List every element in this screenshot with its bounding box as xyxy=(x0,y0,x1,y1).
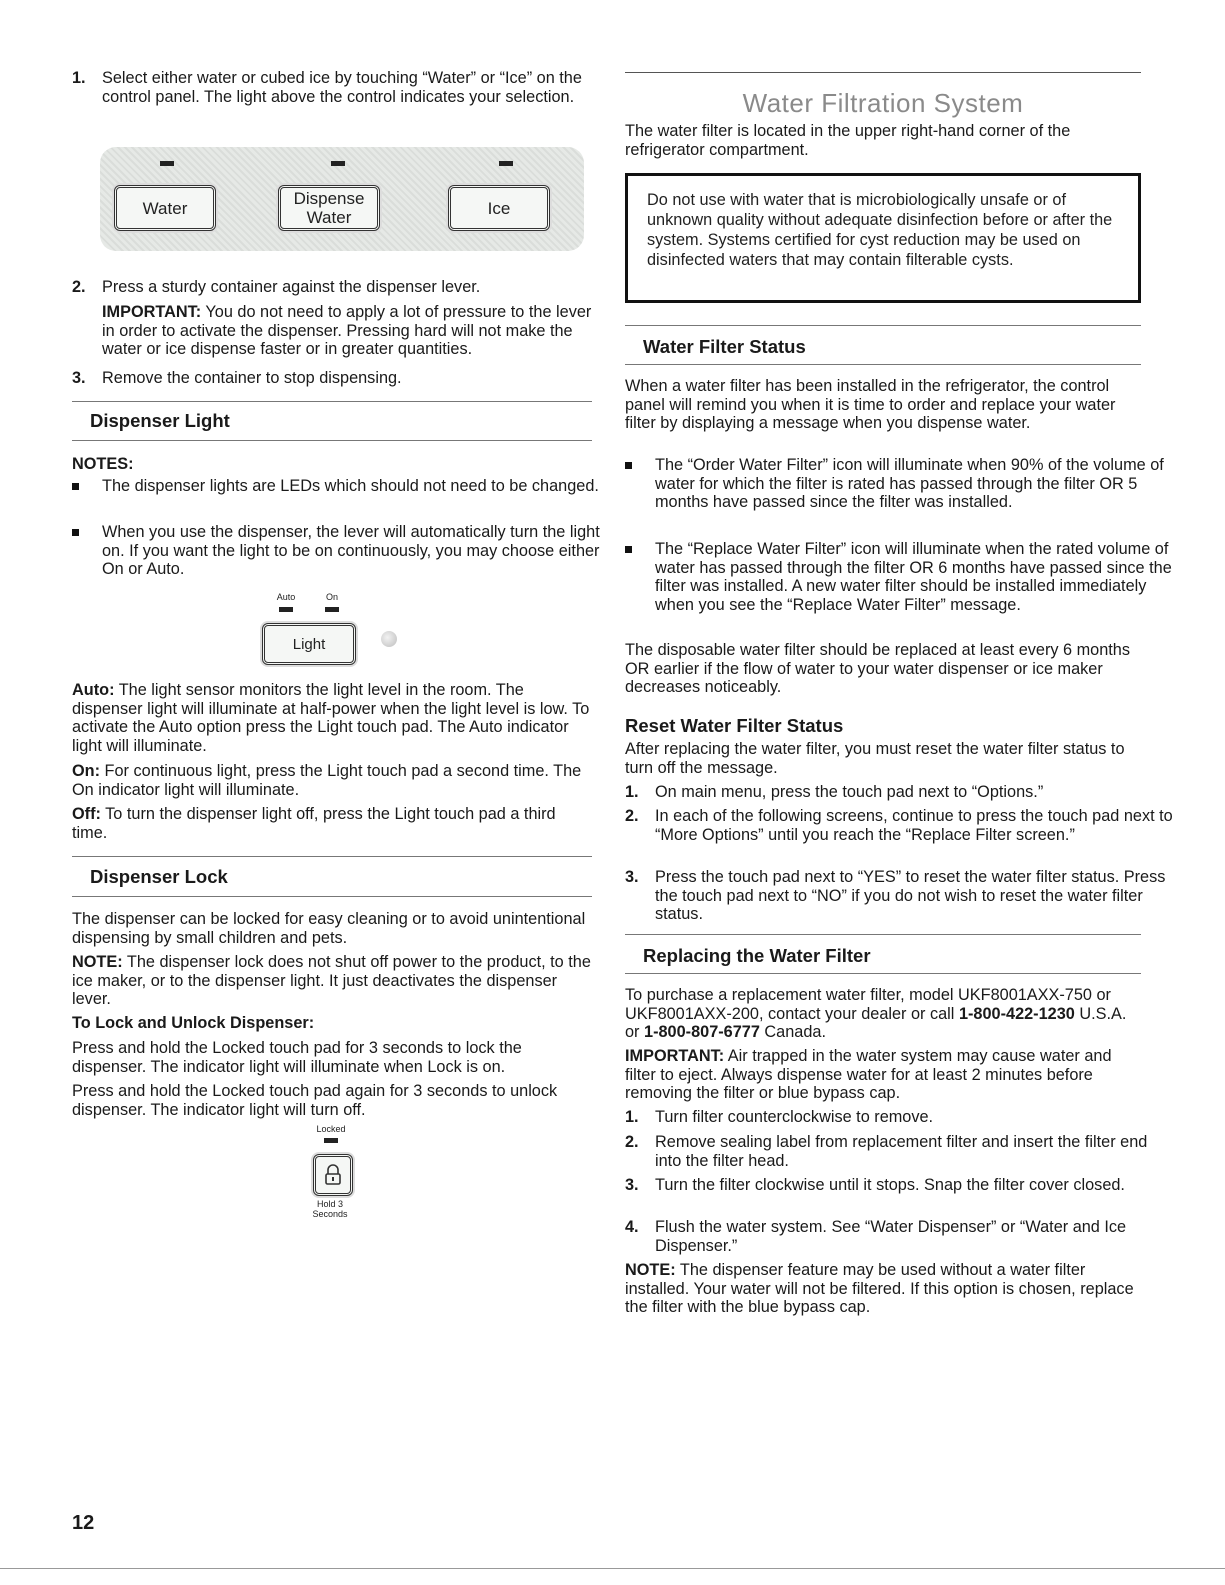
step-text: Select either water or cubed ice by touching “Water” or “Ice” on the control panel. The light above the control indicates your selection. xyxy=(102,69,582,106)
step-text: Turn the filter clockwise until it stops. Snap the filter cover closed. xyxy=(655,1176,1125,1194)
status-bullet-text: The “Replace Water Filter” icon will illuminate when the rated volume of water has passed through the filter OR 6 months have passed since the filter was installed. A new water filter should be installed immediately when you see the “Replace Water Filter” message. xyxy=(655,540,1172,614)
water-key xyxy=(114,185,216,231)
section-rule-bottom xyxy=(625,973,1141,974)
purchase-paragraph xyxy=(625,986,1145,1042)
status-bullet-text: The “Order Water Filter” icon will illuminate when 90% of the volume of water for which the filter is rated has passed through the filter OR 5 months have passed since the filter was installed. xyxy=(655,456,1164,512)
ice-key xyxy=(448,185,550,231)
step-text: Turn filter counterclockwise to remove. xyxy=(655,1108,934,1126)
purchase-text-c: Canada. xyxy=(759,1023,826,1042)
warning-text: Do not use with water that is microbiologically unsafe or of unknown quality without adequate disinfection before or after the system. Systems certified for cyst reduction may be used on disinfected waters that may contain filterable cysts. xyxy=(647,191,1113,269)
step-number: 4. xyxy=(625,1218,639,1236)
step-number: 2. xyxy=(72,278,86,296)
off-paragraph-label: Off: xyxy=(72,805,101,823)
hold-label xyxy=(306,1199,354,1219)
hold-label-line1: Hold 3 xyxy=(316,1199,343,1209)
hold-label-line2: Seconds xyxy=(312,1209,348,1219)
section-rule-top xyxy=(625,325,1141,326)
status-after: The disposable water filter should be replaced at least every 6 months OR earlier if the flow of water to your water dispenser or ice maker decreases noticeably. xyxy=(625,641,1130,697)
lock-subheading: To Lock and Unlock Dispenser: xyxy=(72,1014,315,1032)
replace-step-3 xyxy=(625,1176,1175,1195)
on-paragraph xyxy=(72,762,594,799)
on-paragraph-label: On: xyxy=(72,762,101,780)
status-bullet-2 xyxy=(625,540,1175,614)
dispense-water-key xyxy=(278,185,380,231)
ice-key-label: Ice xyxy=(487,198,511,218)
step-text: In each of the following screens, continue to press the touch pad next to “More Options” until you reach the “Replace Filter screen.” xyxy=(655,807,1173,844)
lock-note-label: NOTE: xyxy=(72,953,123,971)
water-filter-status-heading: Water Filter Status xyxy=(643,336,806,357)
section-rule-bottom xyxy=(72,440,592,441)
reset-intro: After replacing the water filter, you must reset the water filter status to turn off the message. xyxy=(625,740,1125,777)
section-rule-bottom xyxy=(72,896,592,897)
locked-key xyxy=(313,1154,353,1196)
title-rule xyxy=(625,72,1141,73)
auto-paragraph xyxy=(72,681,594,755)
replace-step-2 xyxy=(625,1133,1175,1170)
replace-step-4 xyxy=(625,1218,1175,1255)
on-paragraph-text: For continuous light, press the Light touch pad a second time. The On indicator light will illuminate. xyxy=(72,762,582,799)
reset-heading: Reset Water Filter Status xyxy=(625,715,844,736)
replace-note xyxy=(625,1261,1145,1317)
auto-indicator-light xyxy=(279,607,293,612)
important-text: You do not need to apply a lot of pressure to the lever in order to activate the dispenser. Pressing hard will not make the water or ice dispense faster or in greater quantities. xyxy=(102,303,592,359)
on-label: On xyxy=(325,592,338,602)
status-bullet-1 xyxy=(625,456,1175,512)
lock-paragraph-2: Press and hold the Locked touch pad again for 3 seconds to unlock dispenser. The indicator light will turn off. xyxy=(72,1082,558,1119)
step-1 xyxy=(72,69,624,106)
purchase-text-a: To purchase a replacement water filter, model UKF8001AXX-750 or UKF8001AXX-200, contact your dealer or call xyxy=(625,986,1111,1023)
off-paragraph xyxy=(72,805,594,842)
phone-canada: 1-800-807-6777 xyxy=(644,1023,760,1042)
notes-label xyxy=(72,455,134,474)
step-text: Remove sealing label from replacement filter and insert the filter end into the filter head. xyxy=(655,1133,1148,1170)
important-label: IMPORTANT: xyxy=(102,303,202,321)
dispense-water-indicator-light xyxy=(331,161,345,166)
step-text: On main menu, press the touch pad next to “Options.” xyxy=(655,783,1044,801)
step-text: Press the touch pad next to “YES” to reset the water filter status. Press the touch pad next to “NO” if you do not wish to reset the water filter status. xyxy=(655,868,1166,924)
bullet-icon xyxy=(72,529,79,536)
important-text: Air trapped in the water system may cause water and filter to eject. Always dispense water for at least 2 minutes before removing the filter or blue bypass cap. xyxy=(625,1047,1112,1103)
light-key xyxy=(262,623,356,665)
note-2 xyxy=(72,523,624,579)
note-1 xyxy=(72,477,624,496)
auto-paragraph-label: Auto: xyxy=(72,681,115,699)
note-label: NOTE: xyxy=(625,1261,676,1279)
purchase-text-b: U.S.A. or xyxy=(625,1004,1127,1042)
step-number: 3. xyxy=(625,868,639,886)
step-text: Flush the water system. See “Water Dispenser” or “Water and Ice Dispenser.” xyxy=(655,1218,1127,1255)
bullet-icon xyxy=(72,483,79,490)
auto-paragraph-text: The light sensor monitors the light level in the room. The dispenser light will illuminate at half-power when the light level is low. To activate the Auto option press the Light touch pad. The Auto indicator light will illuminate. xyxy=(72,681,590,755)
phone-usa: 1-800-422-1230 xyxy=(958,1004,1075,1023)
step-number: 2. xyxy=(625,1133,639,1151)
dispense-key-label-line2: Water xyxy=(306,208,352,227)
replacing-filter-heading: Replacing the Water Filter xyxy=(643,945,871,966)
ice-indicator-light xyxy=(499,161,513,166)
section-rule-top xyxy=(72,856,592,857)
dispenser-lock-heading: Dispenser Lock xyxy=(90,866,228,887)
status-intro: When a water filter has been installed in the refrigerator, the control panel will remind you when it is time to order and replace your water filter by displaying a message when you dispense water. xyxy=(625,377,1116,433)
note-text: The dispenser feature may be used without a water filter installed. Your water will not be filtered. If this option is chosen, replace the filter with the blue bypass cap. xyxy=(625,1261,1134,1317)
step-3 xyxy=(72,369,624,388)
step-2 xyxy=(72,278,624,297)
off-paragraph-text: To turn the dispenser light off, press the Light touch pad a third time. xyxy=(72,805,556,842)
page-number: 12 xyxy=(72,1512,95,1534)
light-sensor-icon xyxy=(381,631,397,647)
bullet-icon xyxy=(625,462,632,469)
step-number: 2. xyxy=(625,807,639,825)
step-number: 1. xyxy=(72,69,86,87)
reset-step-3 xyxy=(625,868,1175,924)
locked-label: Locked xyxy=(316,1124,346,1134)
lock-note xyxy=(72,953,594,1009)
dispenser-control-panel-figure xyxy=(100,147,584,251)
light-key-label: Light xyxy=(292,635,326,653)
step-number: 3. xyxy=(625,1176,639,1194)
step-number: 1. xyxy=(625,783,639,801)
step-text: Remove the container to stop dispensing. xyxy=(102,369,402,387)
locked-indicator-light xyxy=(324,1138,338,1143)
on-indicator-light xyxy=(325,607,339,612)
important-note xyxy=(102,303,594,359)
reset-step-2 xyxy=(625,807,1175,844)
dispenser-light-heading: Dispenser Light xyxy=(90,410,230,431)
warning-box xyxy=(625,173,1141,303)
section-rule-top xyxy=(625,934,1141,935)
water-key-label: Water xyxy=(142,198,188,218)
notes-label-text: NOTES: xyxy=(72,455,134,473)
dispense-key-label-line1: Dispense xyxy=(293,189,365,208)
reset-step-1 xyxy=(625,783,1175,802)
step-number: 1. xyxy=(625,1108,639,1126)
lock-note-text: The dispenser lock does not shut off power to the product, to the ice maker, or to the dispenser light. It just deactivates the dispenser lever. xyxy=(72,953,591,1009)
important-label: IMPORTANT: xyxy=(625,1047,725,1065)
section-rule-bottom xyxy=(625,364,1141,365)
filter-intro: The water filter is located in the upper right-hand corner of the refrigerator compartment. xyxy=(625,122,1071,159)
replace-step-1 xyxy=(625,1108,1175,1127)
page-title: Water Filtration System xyxy=(742,88,1024,118)
note-text: The dispenser lights are LEDs which should not need to be changed. xyxy=(102,477,599,495)
page-bottom-rule xyxy=(0,1568,1225,1569)
lock-paragraph-1: Press and hold the Locked touch pad for 3 seconds to lock the dispenser. The indicator light will illuminate when Lock is on. xyxy=(72,1039,522,1076)
step-number: 3. xyxy=(72,369,86,387)
step-text: Press a sturdy container against the dispenser lever. xyxy=(102,278,481,296)
lock-intro: The dispenser can be locked for easy cleaning or to avoid unintentional dispensing by small children and pets. xyxy=(72,910,586,947)
replace-important xyxy=(625,1047,1145,1103)
bullet-icon xyxy=(625,546,632,553)
note-text: When you use the dispenser, the lever will automatically turn the light on. If you want the light to be on continuously, you may choose either On or Auto. xyxy=(102,523,600,579)
section-rule-top xyxy=(72,401,592,402)
water-indicator-light xyxy=(160,161,174,166)
lock-icon xyxy=(324,1164,342,1186)
auto-label: Auto xyxy=(276,592,296,602)
